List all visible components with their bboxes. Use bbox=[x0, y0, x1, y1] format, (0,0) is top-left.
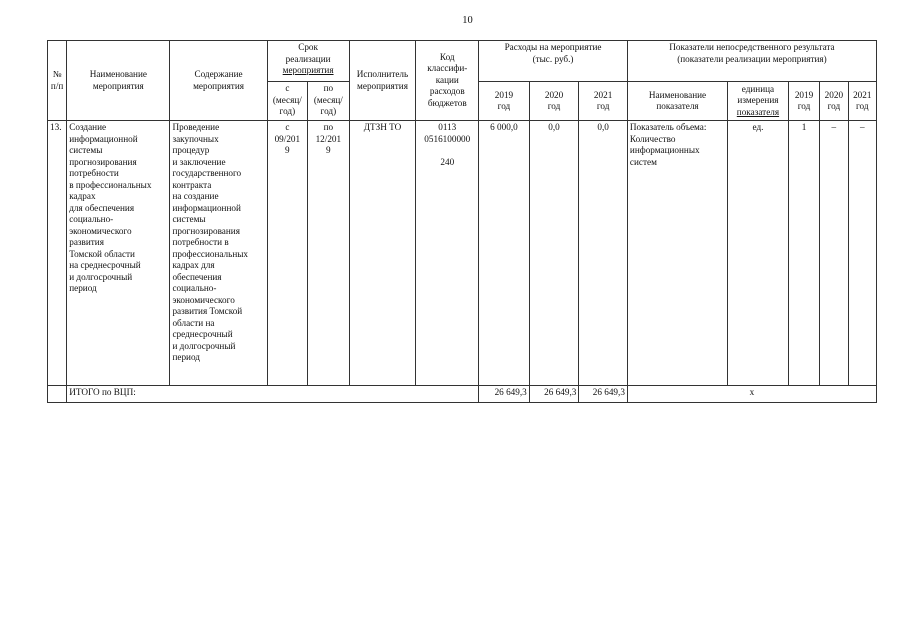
text-line: на создание bbox=[172, 191, 219, 201]
text-line: с bbox=[285, 83, 290, 93]
row-period-from bbox=[267, 121, 307, 386]
text-line: Проведение bbox=[172, 122, 220, 132]
header-expenses bbox=[479, 41, 628, 82]
text-line: реализации bbox=[285, 53, 331, 64]
header-indicator-name bbox=[627, 82, 727, 121]
total-expense-2020: 26 649,3 bbox=[529, 386, 579, 403]
text-line: и долгосрочный bbox=[69, 271, 133, 282]
total-indicators: х bbox=[627, 386, 876, 403]
text-line: с bbox=[285, 122, 290, 132]
text-line: информационной bbox=[172, 202, 241, 213]
text-line: 2020 bbox=[824, 89, 844, 100]
header-indicator-2021 bbox=[848, 82, 876, 121]
text-line: мероприятия bbox=[282, 65, 334, 75]
row-name bbox=[67, 121, 170, 386]
row-executor: ДТЗН ТО bbox=[349, 121, 416, 386]
text-line: систем bbox=[629, 156, 657, 167]
text-line: (показатели реализации мероприятия) bbox=[677, 53, 827, 64]
text-line: кадрах для bbox=[172, 260, 215, 270]
text-line: для обеспечения bbox=[69, 202, 135, 213]
header-row-top bbox=[48, 41, 877, 82]
text-line: 09/201 bbox=[274, 133, 301, 144]
text-line: Расходы на мероприятие bbox=[504, 42, 602, 52]
text-line: профессиональных bbox=[172, 248, 249, 259]
text-line: мероприятия bbox=[92, 80, 144, 91]
row-indicator-unit: ед. bbox=[728, 121, 789, 386]
text-line: год bbox=[497, 101, 511, 111]
header-expense-2021 bbox=[579, 82, 628, 121]
text-line: государственного bbox=[172, 168, 242, 178]
text-line: Срок bbox=[298, 42, 318, 52]
text-line: 2021 bbox=[593, 89, 613, 100]
text-line: расходов bbox=[429, 86, 465, 97]
text-line: год bbox=[855, 101, 869, 111]
page-number: 10 bbox=[462, 15, 473, 26]
text-line: среднесрочный bbox=[172, 329, 233, 339]
header-indicator-2020 bbox=[820, 82, 848, 121]
row-num: 13. bbox=[48, 121, 67, 386]
text-line: обеспечения bbox=[172, 271, 222, 282]
text-line: и долгосрочный bbox=[172, 340, 236, 351]
header-code bbox=[416, 41, 479, 121]
row-indicator-name bbox=[627, 121, 727, 386]
text-line: 2021 bbox=[853, 89, 872, 100]
text-line: Исполнитель bbox=[356, 69, 409, 79]
text-line: период bbox=[69, 283, 97, 293]
header-period bbox=[267, 41, 349, 82]
header-name bbox=[67, 41, 170, 121]
text-line: (тыс. руб.) bbox=[532, 53, 574, 64]
text-line: п/п bbox=[50, 80, 64, 91]
header-content bbox=[170, 41, 267, 121]
text-line: системы bbox=[172, 214, 206, 224]
text-line: развития bbox=[69, 237, 104, 247]
text-line: и заключение bbox=[172, 156, 226, 167]
row-expense-2021: 0,0 bbox=[579, 121, 628, 386]
text-line: показателя bbox=[736, 106, 780, 117]
row-indicator-2020: – bbox=[820, 121, 848, 386]
text-line: бюджетов bbox=[427, 97, 467, 108]
total-num bbox=[48, 386, 67, 403]
row-indicator-2019: 1 bbox=[788, 121, 819, 386]
text-line: социально- bbox=[69, 214, 114, 224]
text-line: Томской области bbox=[69, 248, 135, 259]
text-line: Наименование bbox=[89, 69, 147, 79]
text-line: 9 bbox=[285, 145, 290, 155]
text-line: на среднесрочный bbox=[69, 260, 141, 270]
header-indicator-unit bbox=[728, 82, 789, 121]
text-line: прогнозирования bbox=[172, 225, 240, 236]
text-line: 0516100000 bbox=[424, 133, 471, 144]
text-line: год) bbox=[279, 106, 296, 116]
total-expense-2019: 26 649,3 bbox=[479, 386, 530, 403]
header-expense-2020 bbox=[529, 82, 579, 121]
text-line bbox=[418, 145, 476, 157]
row-content bbox=[170, 121, 267, 386]
header-executor bbox=[349, 41, 416, 121]
header-num bbox=[48, 41, 67, 121]
text-line: классифи- bbox=[427, 63, 468, 74]
text-line: год bbox=[547, 101, 561, 111]
text-line: Количество bbox=[629, 133, 676, 144]
text-line: экономического bbox=[172, 294, 235, 305]
text-line: информационной bbox=[69, 133, 138, 144]
table-row bbox=[48, 121, 877, 386]
text-line: мероприятия bbox=[357, 80, 408, 91]
text-line: год) bbox=[320, 106, 337, 116]
text-line: системы bbox=[69, 145, 103, 155]
text-line: Код bbox=[439, 51, 455, 62]
text-line: кадрах bbox=[69, 191, 96, 201]
row-code bbox=[416, 121, 479, 386]
text-line: Создание bbox=[69, 122, 107, 132]
text-line: Содержание bbox=[194, 69, 243, 79]
text-line: кации bbox=[435, 74, 459, 85]
text-line: экономического bbox=[69, 225, 132, 236]
text-line: потребности в bbox=[172, 237, 229, 247]
text-line: социально- bbox=[172, 283, 217, 293]
activities-table bbox=[47, 40, 877, 403]
text-line: процедур bbox=[172, 145, 210, 155]
text-line: информационных bbox=[629, 145, 700, 155]
row-period-to bbox=[308, 121, 350, 386]
text-line: Показатели непосредственного результата bbox=[669, 42, 835, 52]
text-line: 2020 bbox=[544, 89, 564, 100]
header-expense-2019 bbox=[479, 82, 530, 121]
total-row bbox=[48, 386, 877, 403]
row-expense-2019: 6 000,0 bbox=[479, 121, 530, 386]
text-line: период bbox=[172, 352, 200, 362]
text-line: 2019 bbox=[794, 89, 814, 100]
text-line: (месяц/ bbox=[272, 94, 302, 105]
text-line: 2019 bbox=[494, 89, 514, 100]
header-indicators bbox=[627, 41, 876, 82]
text-line: Наименование bbox=[648, 89, 707, 100]
text-line: 12/201 bbox=[315, 133, 342, 144]
text-line: области на bbox=[172, 317, 215, 328]
text-line: контракта bbox=[172, 179, 212, 190]
header-indicator-2019 bbox=[788, 82, 819, 121]
text-line: 240 bbox=[440, 156, 455, 167]
total-label: ИТОГО по ВЦП: bbox=[67, 386, 479, 403]
total-expense-2021: 26 649,3 bbox=[579, 386, 628, 403]
text-line: год bbox=[797, 101, 811, 111]
text-line: прогнозирования bbox=[69, 156, 137, 167]
text-line: единица bbox=[741, 83, 775, 94]
header-period-from bbox=[267, 82, 307, 121]
header-period-to bbox=[308, 82, 350, 121]
row-indicator-2021: – bbox=[848, 121, 876, 386]
text-line: потребности bbox=[69, 168, 119, 178]
text-line: в профессиональных bbox=[69, 179, 152, 190]
text-line: по bbox=[323, 122, 334, 132]
text-line: показателя bbox=[656, 101, 699, 111]
text-line: год bbox=[827, 101, 841, 111]
text-line: год bbox=[596, 101, 610, 111]
text-line: мероприятия bbox=[193, 80, 244, 91]
text-line: № bbox=[52, 69, 62, 79]
text-line: (месяц/ bbox=[313, 94, 343, 105]
text-line: Показатель объема: bbox=[629, 122, 707, 132]
text-line: развития Томской bbox=[172, 306, 243, 316]
text-line: закупочных bbox=[172, 133, 219, 144]
row-expense-2020: 0,0 bbox=[529, 121, 579, 386]
text-line: по bbox=[323, 83, 334, 93]
text-line: 9 bbox=[326, 145, 331, 155]
text-line: измерения bbox=[737, 95, 779, 106]
text-line: 0113 bbox=[438, 122, 457, 132]
